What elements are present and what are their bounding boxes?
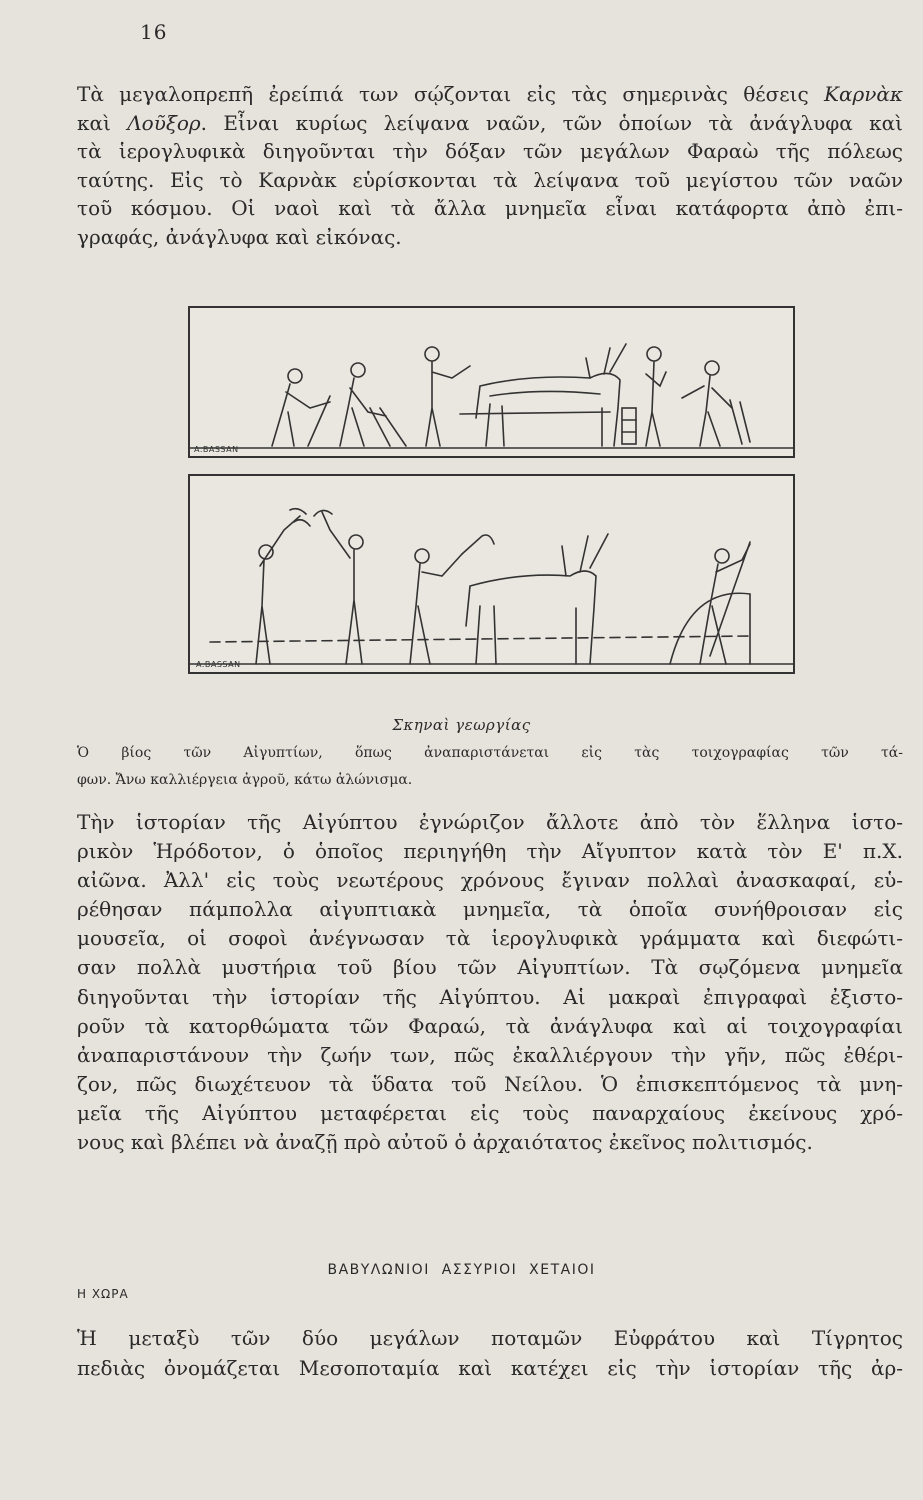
text-line: τὰ ἱερογλυφικὰ διηγοῦνται τὴν δόξαν τῶν μεγάλων Φαραὼ τῆς πόλεως [77, 139, 903, 163]
threshing-drawing [190, 476, 793, 672]
driver-arms [422, 554, 462, 576]
ox-horns [490, 344, 626, 396]
sower-arms [646, 372, 666, 386]
text-line: γραφάς, ἀνάγλυφα καὶ εἰκόνας. [77, 224, 402, 249]
winnower-body [346, 550, 362, 664]
ox-horns [562, 534, 608, 576]
sower-head [647, 347, 661, 361]
text-line: Τὴν ἱστορίαν τῆς Αἰγύπτου ἐγνώριζον ἄλλοτε ἀπὸ τὸν ἕλληνα ἱστο- [77, 810, 903, 834]
text-line: μουσεῖα, οἱ σοφοὶ ἀνέγνωσαν τὰ ἱερογλυφικὰ γράμματα καὶ διεφώτι- [77, 926, 903, 951]
farmer-body [272, 384, 294, 446]
plowing-drawing [190, 308, 793, 456]
driver-head [415, 549, 429, 563]
threshing-floor [210, 636, 750, 642]
text-line: Τὰ μεγαλοπρεπῆ ἐρείπιά των σῴζονται εἰς τὰς σημερινὰς θέσεις Καρνὰκ [77, 82, 903, 106]
text-line: νους καὶ βλέπει νὰ ἀναζῇ πρὸ αὐτοῦ ὁ ἀρχαιότατος ἐκεῖνος πολιτισμός. [77, 1130, 813, 1155]
illustration-plowing-scene [188, 306, 795, 458]
yoke-rope [460, 412, 610, 414]
whip [462, 535, 494, 554]
artist-signature: A.BASSAN [194, 445, 239, 454]
text-line: αἰῶνα. Ἀλλ' εἰς τοὺς νεωτέρους χρόνους ἔγιναν πολλαὶ ἀνασκαφαί, εὑ- [77, 868, 903, 893]
farmer-arms [350, 388, 386, 416]
winnower-arms [322, 512, 350, 558]
text-line: ταύτης. Εἰς τὸ Καρνὰκ εὑρίσκονται τὰ λείψανα τοῦ μεγίστου τῶν ναῶν [77, 167, 903, 192]
farmer-head [705, 361, 719, 375]
grain-toss [290, 509, 310, 526]
driver-arms [432, 366, 470, 378]
section-heading: ΒΑΒΥΛΩΝΙΟΙ ΑΣΣΥΡΙΟΙ ΧΕΤΑΙΟΙ [327, 1262, 596, 1278]
artist-signature: A.BASSAN [196, 660, 241, 669]
farmer-head [351, 363, 365, 377]
text-line: μεῖα τῆς Αἰγύπτου μεταφέρεται εἰς τοὺς παναρχαίους ἐκείνους χρό- [77, 1100, 903, 1125]
ox-body [466, 571, 596, 664]
caption-line: φων. Ἄνω καλλιέργεια ἀγροῦ, κάτω ἁλώνισμα. [77, 772, 413, 788]
driver-body [410, 564, 430, 664]
text-line: καὶ Λοῦξορ. Εἶναι κυρίως λείψανα ναῶν, τῶν ὁποίων τὰ ἀνάγλυφα καὶ [77, 110, 903, 135]
paragraph-egypt-history [77, 808, 903, 1157]
caption-line: Ὁ βίος τῶν Αἰγυπτίων, ὅπως ἀναπαριστάνεται εἰς τὰς τοιχογραφίας τῶν τά- [77, 745, 903, 761]
paragraph-mesopotamia [77, 1323, 903, 1383]
farmer-head [288, 369, 302, 383]
farmer-body [340, 378, 364, 446]
subsection-heading: Η ΧΩΡΑ [77, 1287, 129, 1301]
page-number: 16 [140, 20, 168, 44]
text-line: ἀναπαριστάνουν τὴν ζωήν των, πῶς ἐκαλλιέργουν τὴν γῆν, πῶς ἐθέρι- [77, 1042, 903, 1067]
place-name-luxor: Λοῦξορ [127, 110, 201, 135]
figure-caption [77, 740, 903, 794]
illustration-threshing-scene [188, 474, 795, 674]
winnower-head [349, 535, 363, 549]
hoe [308, 396, 330, 446]
place-name-karnak: Καρνὰκ [824, 82, 903, 106]
driver-head [425, 347, 439, 361]
text-line: τοῦ κόσμου. Οἱ ναοὶ καὶ τὰ ἄλλα μνημεῖα εἶναι κατάφορτα ἀπὸ ἐπι- [77, 196, 903, 220]
text-line: διηγοῦνται τὴν ἱστορίαν τῆς Αἰγύπτου. Αἱ μακραὶ ἐπιγραφαὶ ἐξιστο- [77, 984, 903, 1009]
text-line: σαν πολλὰ μυστήρια τοῦ βίου τῶν Αἰγυπτίων. Τὰ σῳζόμενα μνημεῖα [77, 955, 903, 980]
winnower-body [256, 560, 270, 664]
text-line: ρέθησαν πάμπολλα αἰγυπτιακὰ μνημεῖα, τὰ ὁποῖα συνήθροισαν εἰς [77, 897, 903, 922]
ox-body [476, 373, 620, 446]
text-line: Ἡ μεταξὺ τῶν δύο μεγάλων ποταμῶν Εὐφράτου καὶ Τίγρητος [77, 1326, 903, 1350]
farmer-arms [286, 392, 330, 408]
text-line: ζον, πῶς διωχέτευον τὰ ὕδατα τοῦ Νείλου. Ὁ ἐπισκεπτόμενος τὰ μνη- [77, 1071, 903, 1096]
sower-body [646, 362, 660, 446]
paragraph-karnak-luxor [77, 80, 903, 251]
seed-basket [622, 408, 636, 444]
hoe [730, 400, 750, 444]
worker-head [715, 549, 729, 563]
figure-caption-title: Σκηναὶ γεωργίας [392, 716, 531, 734]
text-line: ροῦν τὰ κατορθώματα τῶν Φαραώ, τὰ ἀνάγλυφα καὶ αἱ τοιχογραφίαι [77, 1013, 903, 1038]
text-line: ρικὸν Ἡρόδοτον, ὁ ὁποῖος περιηγήθη τὴν Αἴγυπτον κατὰ τὸν Ε' π.Χ. [77, 839, 903, 864]
text-line: πεδιὰς ὀνομάζεται Μεσοποταμία καὶ κατέχει εἰς τὴν ἱστορίαν τῆς ἀρ- [77, 1356, 903, 1380]
